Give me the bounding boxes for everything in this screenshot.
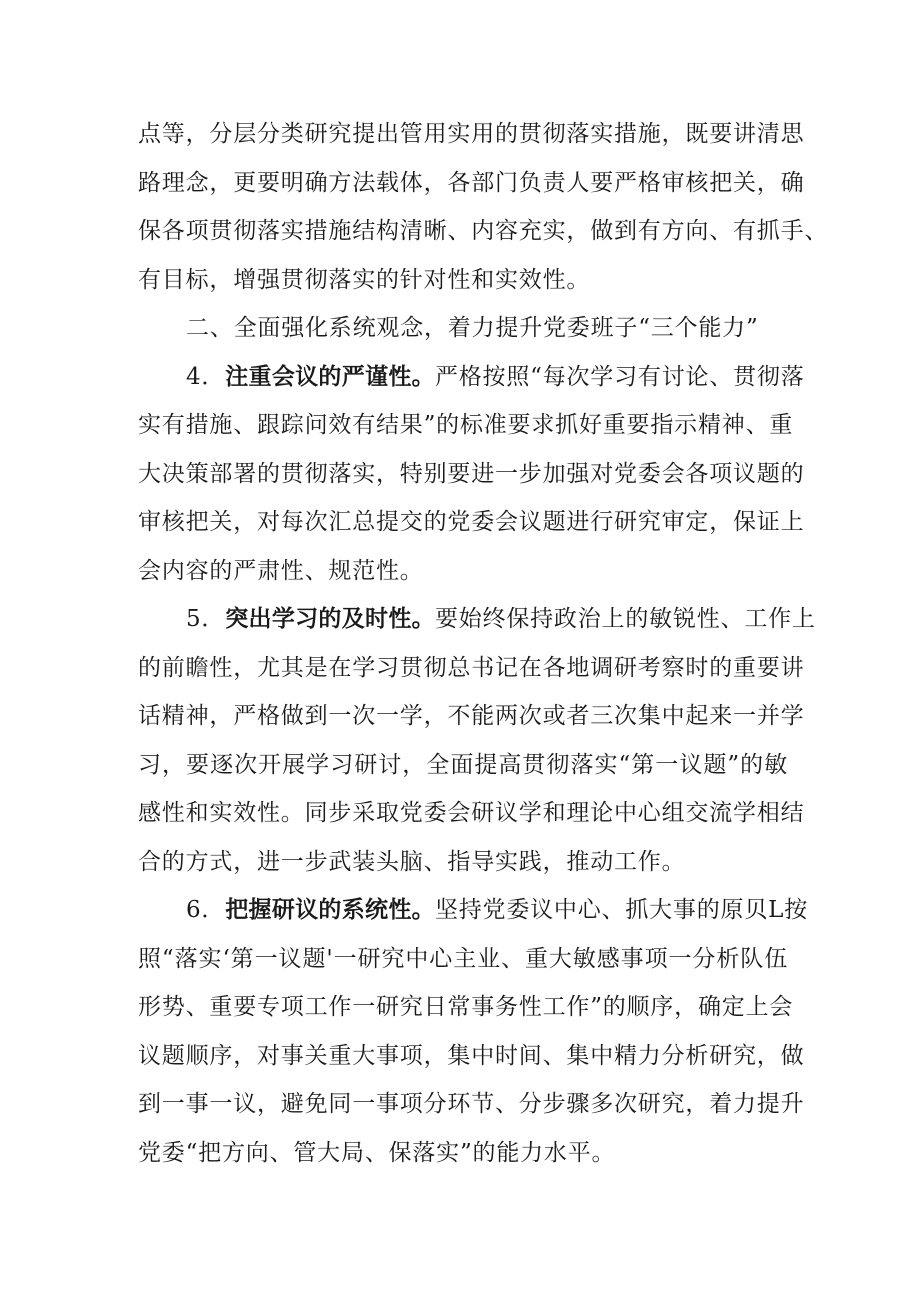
- document-body: [138, 110, 829, 1177]
- text-line: 合的方式，进一步武装头脑、指导实践，推动工作。: [138, 848, 686, 875]
- paragraph-first-line: [138, 595, 816, 644]
- item-first-line-text: 坚持党委议中心、抓大事的原贝L按: [434, 897, 809, 923]
- item-number: 4．: [186, 363, 226, 390]
- item-number: 6．: [186, 897, 226, 923]
- text-line: 点等，分层分类研究提出管用实用的贯彻落实措施，既要讲清思: [138, 121, 805, 147]
- item-first-line-text: 要始终保持政治上的敏锐性、工作上: [434, 606, 816, 632]
- item-bold-lead: 把握研议的系统性。: [225, 897, 435, 923]
- text-line: 话精神，严格做到一次一学，不能两次或者三次集中起来一并学: [138, 703, 805, 729]
- paragraph-item-4: [138, 353, 805, 596]
- text-line: 会内容的严肃性、规范性。: [138, 557, 424, 584]
- item-number: 5．: [186, 606, 226, 632]
- text-line: 到一事一议，避免同一事项分环节、分步骤多次研究，着力提升: [138, 1091, 805, 1117]
- paragraph-first-line: [138, 353, 805, 402]
- item-bold-lead: 突出学习的及时性。: [225, 606, 435, 632]
- text-line: 习，要逐次开展学习研讨，全面提高贯彻落实“第一议题”的敏: [138, 751, 788, 778]
- text-line: 感性和实效性。同步采取党委会研议学和理论中心组交流学相结: [138, 800, 805, 826]
- paragraph-item-6: [138, 886, 809, 1177]
- section-heading: 二、全面强化系统观念，着力提升党委班子“三个能力”: [186, 315, 759, 341]
- text-line: 议题顺序，对事关重大事项，集中时间、集中精力分析研究，做: [138, 1042, 805, 1069]
- paragraph-first-line: [138, 886, 809, 935]
- paragraph-item-5: [138, 595, 816, 886]
- text-line: 审核把关，对每次汇总提交的党委会议题进行研究审定，保证上: [138, 509, 805, 535]
- text-line: 照“落实‘第一议题'一研究中心主业、重大敏感事项一分析队伍: [138, 945, 788, 972]
- text-line: 大决策部署的贯彻落实，特别要进一步加强对党委会各项议题的: [138, 460, 805, 487]
- item-first-line-text: 严格按照“每次学习有讨论、贯彻落: [434, 363, 805, 390]
- text-line: 有目标，增强贯彻落实的针对性和实效性。: [138, 266, 591, 293]
- text-line: 保各项贯彻落实措施结构清晰、内容充实，做到有方向、有抓手、: [138, 218, 829, 244]
- text-line: 形势、重要专项工作一研究日常事务性工作”的顺序，确定上会: [138, 994, 794, 1020]
- item-bold-lead: 注重会议的严谨性。: [225, 363, 435, 390]
- text-line: 实有措施、跟踪问效有结果”的标准要求抓好重要指示精神、重: [138, 412, 794, 438]
- text-line: 党委“把方向、管大局、保落实”的能力水平。: [138, 1139, 616, 1166]
- paragraph-continuation: [138, 110, 829, 304]
- text-line: 路理念，更要明确方法载体，各部门负责人要严格审核把关，确: [138, 169, 805, 196]
- text-line: 的前瞻性，尤其是在学习贯彻总书记在各地调研考察时的重要讲: [138, 654, 805, 681]
